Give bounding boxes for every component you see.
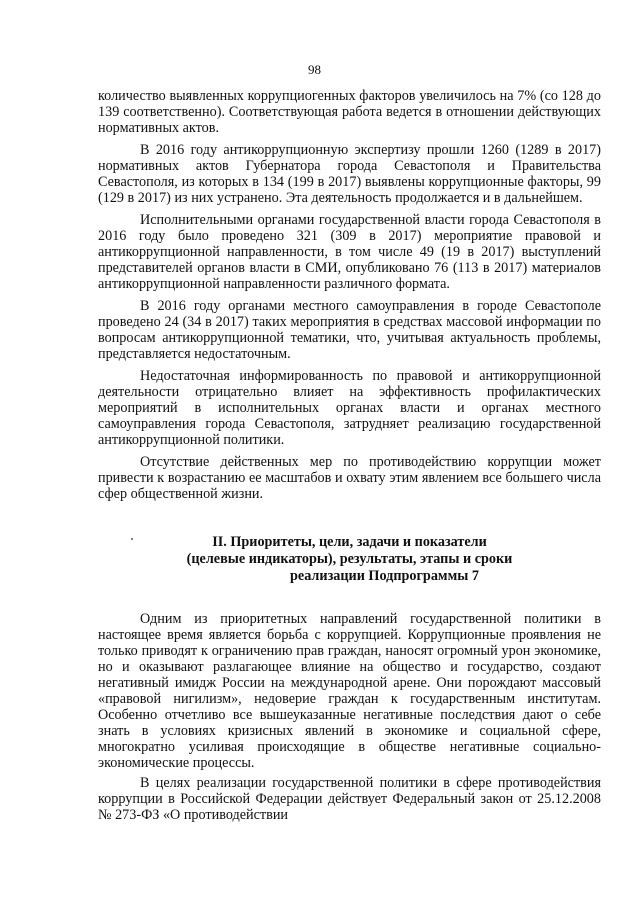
paragraph: Одним из приоритетных направлений государственной политики в настоящее время является борьба с коррупцией. Коррупционные проявления не только приводят к ограничению прав граждан, наносят огромный урон экономике, но и оказывают разлагающее влияние на общество и государство, создают негативный имидж России на международной арене. Они порождают массовый «правовой нигилизм», недоверие граждан к государственным институтам. Особенно отчетливо все вышеуказанные негативные последствия дают о себе знать в условиях кризисных явлений в экономике и социальной сфере, многократно усиливая происходящие в обществе негативные социально-экономические процессы. bbox=[98, 611, 601, 771]
paragraph: В 2016 году органами местного самоуправления в городе Севастополе проведено 24 (34 в 2017) таких мероприятия в средствах массовой информации по вопросам антикоррупционной тематики, что, учитывая актуальность проблемы, представляется недостаточным. bbox=[98, 298, 601, 362]
section-heading-line: реализации Подпрограммы 7 bbox=[290, 568, 479, 584]
section-heading-line: (целевые индикаторы), результаты, этапы и сроки bbox=[186, 551, 513, 567]
section-heading-line: II. Приоритеты, цели, задачи и показатели bbox=[212, 534, 487, 550]
page-number: 98 bbox=[308, 62, 321, 77]
section-heading bbox=[98, 534, 601, 585]
document-body bbox=[98, 86, 601, 823]
paragraph: Исполнительными органами государственной власти города Севастополя в 2016 году было проведено 321 (309 в 2017) мероприятие правовой и антикоррупционной направленности, в том числе 49 (19 в 2017) выступлений представителей органов власти в СМИ, опубликовано 76 (113 в 2017) материалов антикоррупционной направленности различного формата. bbox=[98, 212, 601, 292]
paragraph: Недостаточная информированность по правовой и антикоррупционной деятельности отрицательно влияет на эффективность профилактических мероприятий в исполнительных органах власти и органах местного самоуправления города Севастополя, затрудняет реализацию государственной антикоррупционной политики. bbox=[98, 368, 601, 448]
paragraph: В 2016 году антикоррупционную экспертизу прошли 1260 (1289 в 2017) нормативных актов Губернатора города Севастополя и Правительства Севастополя, из которых в 134 (199 в 2017) выявлены коррупционные факторы, 99 (129 в 2017) из них устранено. Эта деятельность продолжается и в дальнейшем. bbox=[98, 142, 601, 206]
paragraph: Отсутствие действенных мер по противодействию коррупции может привести к возрастанию ее масштабов и охвату этим явлением все большего числа сфер общественной жизни. bbox=[98, 454, 601, 502]
paragraph: В целях реализации государственной политики в сфере противодействия коррупции в Российской Федерации действует Федеральный закон от 25.12.2008 № 273-ФЗ «О противодействии bbox=[98, 775, 601, 823]
paragraph: количество выявленных коррупциогенных факторов увеличилось на 7% (со 128 до 139 соответственно). Соответствующая работа ведется в отношении действующих нормативных актов. bbox=[98, 88, 601, 136]
